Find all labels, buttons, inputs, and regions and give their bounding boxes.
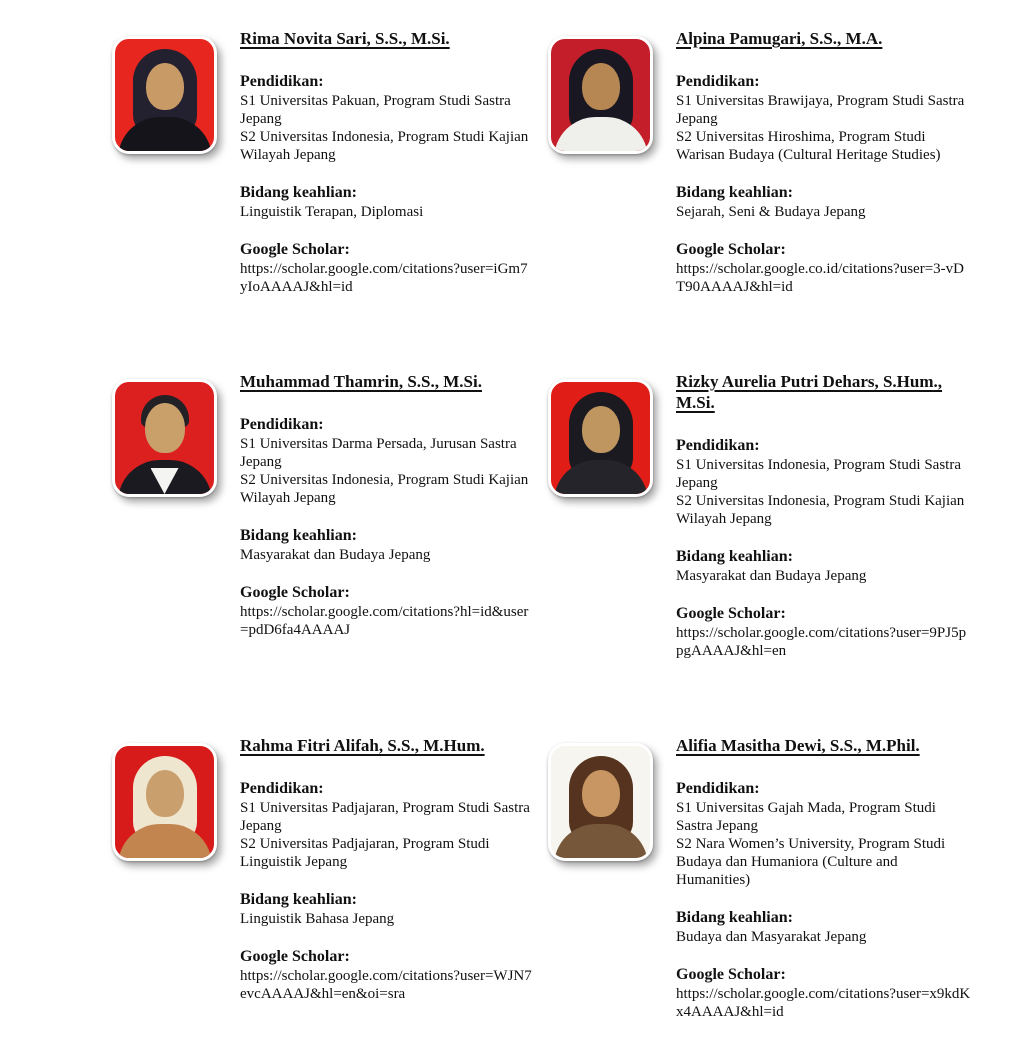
expertise-section — [676, 908, 971, 946]
id-photo — [112, 379, 217, 497]
education-entry: S1 Universitas Padjajaran, Program Studi Sastra Jepang — [240, 800, 530, 834]
profile-photo — [548, 735, 665, 861]
scholar-url-link[interactable]: https://scholar.google.co.id/citations?user=3-vDT90AAAAJ&hl=id — [676, 261, 964, 295]
expertise-section — [240, 183, 535, 221]
profile-card — [112, 735, 548, 1040]
id-photo — [548, 379, 653, 497]
expertise-section — [676, 183, 971, 221]
education-entry: S2 Universitas Indonesia, Program Studi Kajian Wilayah Jepang — [676, 493, 965, 527]
expertise-label: Bidang keahlian: — [676, 184, 793, 201]
profile-photo — [112, 371, 229, 497]
expertise-value: Sejarah, Seni & Budaya Jepang — [676, 204, 866, 220]
education-label: Pendidikan: — [240, 780, 324, 797]
scholar-section — [676, 240, 971, 296]
expertise-label: Bidang keahlian: — [240, 527, 357, 544]
person-name: Muhammad Thamrin, S.S., M.Si. — [240, 372, 482, 391]
face-shape — [146, 63, 184, 110]
scholar-url-link[interactable]: https://scholar.google.com/citations?user=9PJ5ppgAAAAJ&hl=en — [676, 625, 967, 659]
scholar-url-link[interactable]: https://scholar.google.com/citations?user=WJN7evcAAAAJ&hl=en&oi=sra — [240, 968, 532, 1002]
education-entry: S1 Universitas Darma Persada, Jurusan Sastra Jepang — [240, 436, 517, 470]
id-photo — [548, 36, 653, 154]
profile-card — [548, 735, 984, 1040]
face-shape — [146, 770, 184, 817]
expertise-value: Budaya dan Masyarakat Jepang — [676, 929, 867, 945]
scholar-url-link[interactable]: https://scholar.google.com/citations?user=x9kdKx4AAAAJ&hl=id — [676, 986, 971, 1020]
education-label: Pendidikan: — [676, 73, 760, 90]
scholar-label: Google Scholar: — [676, 605, 786, 622]
scholar-label: Google Scholar: — [240, 948, 350, 965]
education-section — [676, 779, 971, 889]
profile-photo — [112, 28, 229, 154]
scholar-section — [676, 965, 971, 1021]
education-section — [676, 436, 971, 528]
face-shape — [145, 403, 185, 453]
torso-shape — [118, 117, 212, 154]
profile-card — [548, 371, 984, 679]
profile-card — [112, 371, 548, 679]
education-label: Pendidikan: — [240, 73, 324, 90]
torso-shape — [554, 117, 648, 154]
education-entry: S1 Universitas Indonesia, Program Studi Sastra Jepang — [676, 457, 961, 491]
expertise-label: Bidang keahlian: — [676, 909, 793, 926]
profile-text — [676, 735, 971, 1040]
person-name: Alpina Pamugari, S.S., M.A. — [676, 29, 883, 48]
person-name: Rizky Aurelia Putri Dehars, S.Hum., M.Si. — [676, 372, 943, 412]
education-entry: S2 Nara Women’s University, Program Studi Budaya dan Humaniora (Culture and Humanities) — [676, 836, 946, 888]
profile-text — [676, 371, 971, 679]
person-name: Alifia Masitha Dewi, S.S., M.Phil. — [676, 736, 920, 755]
scholar-label: Google Scholar: — [676, 966, 786, 983]
education-entry: S1 Universitas Gajah Mada, Program Studi Sastra Jepang — [676, 800, 936, 834]
profile-card — [112, 28, 548, 315]
education-label: Pendidikan: — [676, 437, 760, 454]
profile-photo — [548, 28, 665, 154]
expertise-section — [676, 547, 971, 585]
education-section — [240, 779, 535, 871]
education-section — [676, 72, 971, 164]
expertise-section — [240, 890, 535, 928]
id-photo — [548, 743, 653, 861]
scholar-label: Google Scholar: — [240, 584, 350, 601]
expertise-value: Masyarakat dan Budaya Jepang — [240, 547, 431, 563]
expertise-label: Bidang keahlian: — [676, 548, 793, 565]
scholar-section — [240, 583, 535, 639]
education-entry: S2 Universitas Indonesia, Program Studi Kajian Wilayah Jepang — [240, 472, 529, 506]
education-entry: S1 Universitas Brawijaya, Program Studi Sastra Jepang — [676, 93, 965, 127]
expertise-value: Masyarakat dan Budaya Jepang — [676, 568, 867, 584]
education-section — [240, 415, 535, 507]
torso-shape — [118, 824, 212, 861]
expertise-label: Bidang keahlian: — [240, 891, 357, 908]
face-shape — [582, 63, 620, 110]
id-photo — [112, 36, 217, 154]
profile-text — [240, 371, 535, 658]
face-shape — [582, 770, 620, 817]
profile-text — [240, 735, 535, 1022]
scholar-url-link[interactable]: https://scholar.google.com/citations?user=iGm7yIoAAAAJ&hl=id — [240, 261, 528, 295]
profile-photo — [548, 371, 665, 497]
education-entry: S1 Universitas Pakuan, Program Studi Sastra Jepang — [240, 93, 511, 127]
scholar-section — [240, 240, 535, 296]
education-entry: S2 Universitas Indonesia, Program Studi Kajian Wilayah Jepang — [240, 129, 529, 163]
education-label: Pendidikan: — [676, 780, 760, 797]
education-entry: S2 Universitas Hiroshima, Program Studi Warisan Budaya (Cultural Heritage Studies) — [676, 129, 941, 163]
torso-shape — [554, 460, 648, 497]
scholar-section — [676, 604, 971, 660]
torso-shape — [554, 824, 648, 861]
education-label: Pendidikan: — [240, 416, 324, 433]
expertise-section — [240, 526, 535, 564]
person-name: Rahma Fitri Alifah, S.S., M.Hum. — [240, 736, 485, 755]
person-name: Rima Novita Sari, S.S., M.Si. — [240, 29, 450, 48]
profile-text — [240, 28, 535, 315]
scholar-label: Google Scholar: — [240, 241, 350, 258]
scholar-label: Google Scholar: — [676, 241, 786, 258]
education-entry: S2 Universitas Padjajaran, Program Studi Linguistik Jepang — [240, 836, 490, 870]
face-shape — [582, 406, 620, 453]
profile-text — [676, 28, 971, 315]
expertise-value: Linguistik Bahasa Jepang — [240, 911, 395, 927]
expertise-label: Bidang keahlian: — [240, 184, 357, 201]
education-section — [240, 72, 535, 164]
profile-photo — [112, 735, 229, 861]
id-photo — [112, 743, 217, 861]
scholar-url-link[interactable]: https://scholar.google.com/citations?hl=id&user=pdD6fa4AAAAJ — [240, 604, 529, 638]
profile-card — [548, 28, 984, 315]
scholar-section — [240, 947, 535, 1003]
expertise-value: Linguistik Terapan, Diplomasi — [240, 204, 424, 220]
